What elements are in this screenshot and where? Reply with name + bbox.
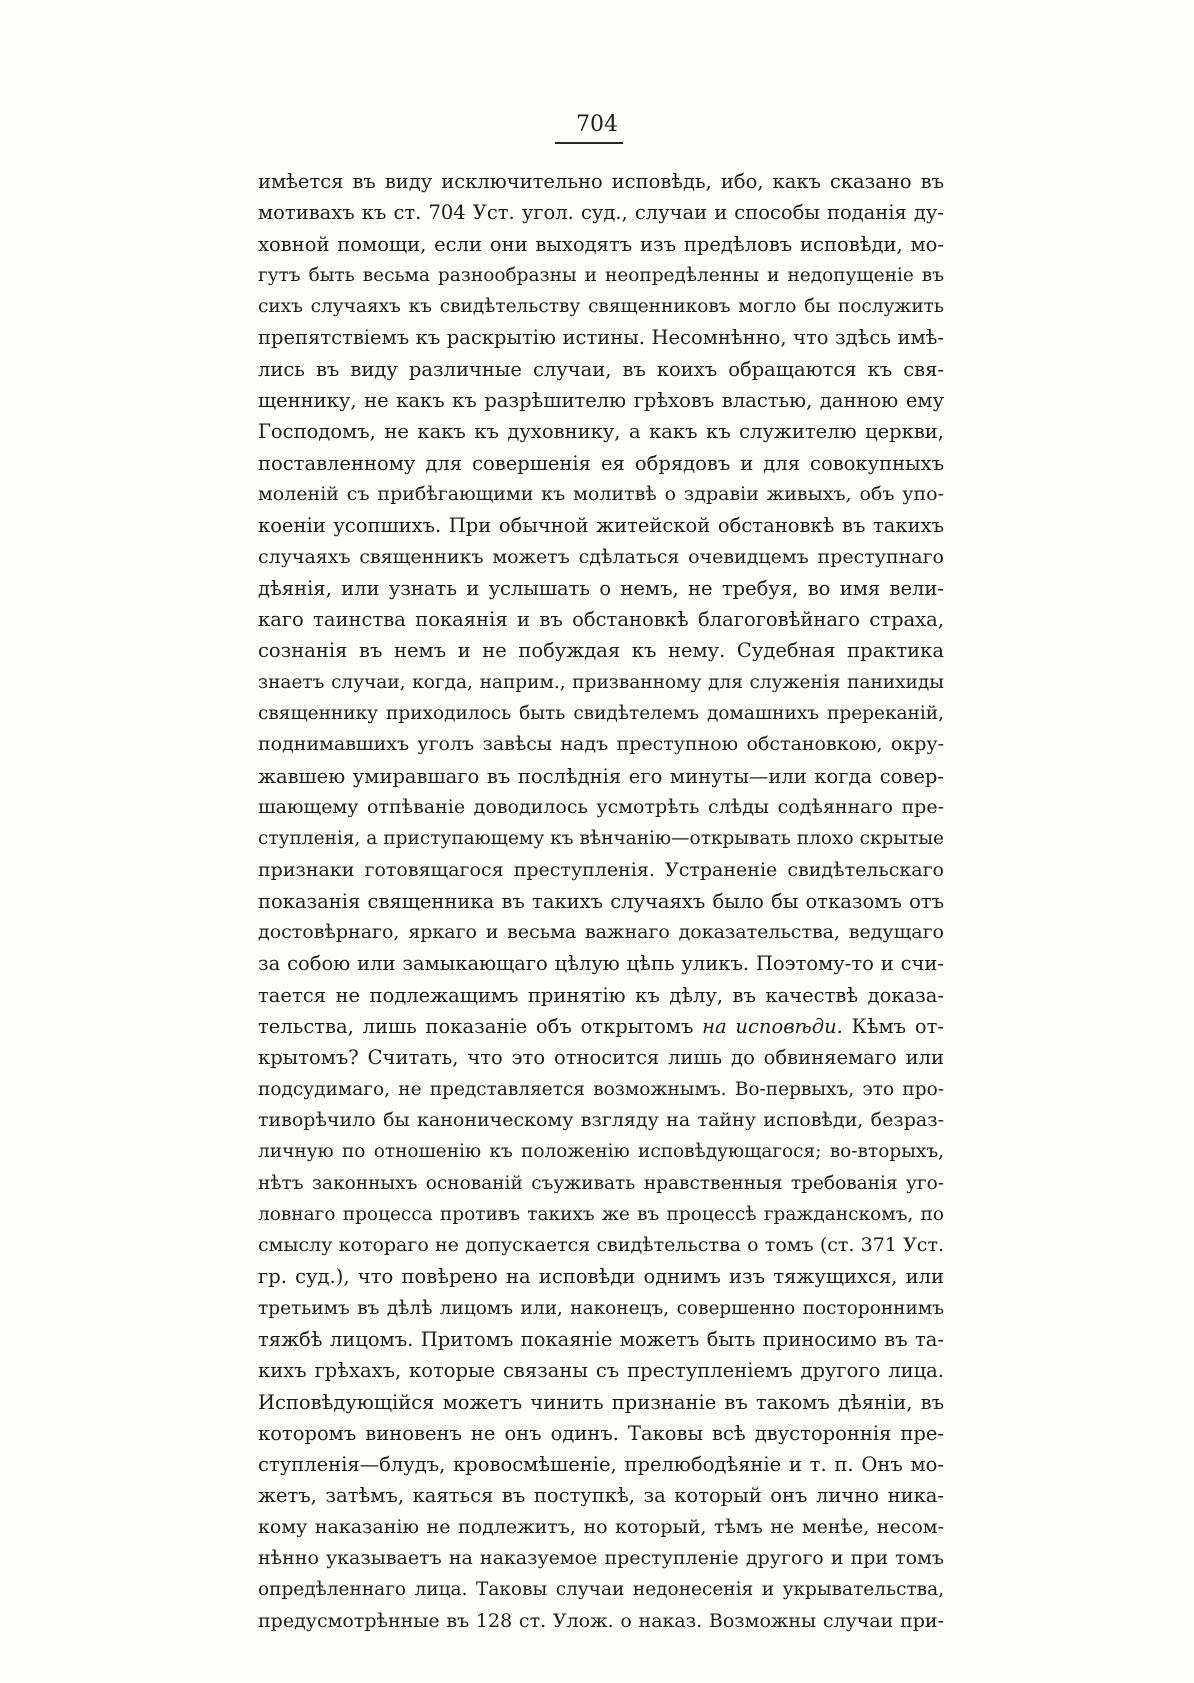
text-line: Исповѣдующійся можетъ чинить признаніе въ такомъ дѣяніи, въ (258, 1390, 944, 1414)
text-line: личную по отношенію къ положенію исповѣдующагося; во-вторыхъ, (258, 1141, 944, 1163)
text-line: предусмотрѣнные въ 128 ст. Улож. о наказ. Возможны случаи при- (258, 1609, 944, 1632)
text-line-segment: тельства, лишь показаніе объ открытомъ (258, 1015, 703, 1039)
text-line-with-italic (258, 1011, 944, 1042)
text-line: священнику приходилось быть свидѣтелемъ домашнихъ пререканій, (258, 703, 944, 725)
text-line: ховной помощи, если они выходятъ изъ предѣловъ исповѣди, мо- (258, 232, 944, 256)
page-number-rule (555, 142, 623, 144)
text-line: тиворѣчило бы каноническому взгляду на тайну исповѣди, безраз- (258, 1108, 944, 1131)
text-line: случаяхъ священникъ можетъ сдѣлаться очевидцемъ преступнаго (258, 545, 944, 568)
text-line: препятствіемъ къ раскрытію истины. Несомнѣнно, что здѣсь имѣ- (258, 326, 944, 350)
page-number: 704 (576, 112, 618, 137)
text-line: сознанія въ немъ и не побуждая къ нему. Судебная практика (258, 639, 944, 663)
text-line: тается не подлежащимъ принятію къ дѣлу, въ качествѣ доказа- (258, 983, 944, 1007)
italic-phrase: на исповѣди. (702, 1015, 843, 1039)
text-line: кихъ грѣхахъ, которые связаны съ преступленіемъ другого лица. (258, 1359, 944, 1383)
text-line: жетъ, затѣмъ, каяться въ поступкѣ, за который онъ лично ника- (258, 1484, 944, 1508)
text-line: дѣянія, или узнать и услышать о немъ, не требуя, во имя вели- (258, 576, 944, 600)
text-line: подсудимаго, не представляется возможнымъ. Во-первыхъ, это про- (258, 1078, 944, 1100)
text-line: гр. суд.), что повѣрено на исповѣди однимъ изъ тяжущихся, или (258, 1265, 944, 1289)
text-line: смыслу котораго не допускается свидѣтельства о томъ (ст. 371 Уст. (258, 1234, 944, 1257)
text-line: ступленія, а приступающему къ вѣнчанію—открывать плохо скрытые (258, 828, 944, 850)
text-line: щеннику, не какъ къ разрѣшителю грѣховъ властью, данною ему (258, 389, 944, 413)
text-line: нѣтъ законныхъ основаній съуживать нравственныя требованія уго- (258, 1172, 944, 1194)
text-line: нѣнно указываетъ на наказуемое преступленіе другого и при томъ (258, 1547, 944, 1570)
text-line: крытомъ? Считать, что это относится лишь до обвиняемаго или (258, 1046, 944, 1070)
text-line: гутъ быть весьма разнообразны и неопредѣленны и недопущеніе въ (258, 264, 944, 286)
text-line: достовѣрнаго, яркаго и весьма важнаго доказательства, ведущаго (258, 921, 944, 944)
text-line: Господомъ, не какъ къ духовнику, а какъ къ служителю церкви, (258, 420, 944, 444)
text-line: моленій съ прибѣгающими къ молитвѣ о здравіи живыхъ, объ упо- (258, 482, 944, 505)
text-line: поднимавшихъ уголъ завѣсы надъ преступною обстановкою, окру- (258, 733, 944, 756)
text-line: имѣется въ виду исключительно исповѣдь, ибо, какъ сказано въ (258, 170, 944, 193)
text-line: за собою или замыкающаго цѣлую цѣпь уликъ. Поэтому-то и счи- (258, 952, 944, 976)
text-line: ловнаго процесса противъ такихъ же въ процессѣ гражданскомъ, по (258, 1203, 944, 1225)
text-line: лись въ виду различные случаи, въ коихъ обращаются къ свя- (258, 357, 944, 381)
text-line: шающему отпѣваніе доводилось усмотрѣть слѣды содѣяннаго пре- (258, 795, 944, 818)
text-line: тяжбѣ лицомъ. Притомъ покаяніе можетъ быть приносимо въ та- (258, 1327, 944, 1351)
text-line: показанія священника въ такихъ случаяхъ было бы отказомъ отъ (258, 889, 944, 913)
text-line: знаетъ случаи, когда, наприм., призванному для служенія панихиды (258, 671, 944, 693)
text-line: поставленному для совершенія ея обрядовъ и для совокупныхъ (258, 451, 944, 475)
body-text (258, 166, 944, 1637)
text-line: жавшею умиравшаго въ послѣднія его минуты—или когда совер- (258, 764, 944, 788)
text-line: опредѣленнаго лица. Таковы случаи недонесенія и укрывательства, (258, 1579, 944, 1601)
text-line: сихъ случаяхъ къ свидѣтельству священниковъ могло бы послужить (258, 296, 944, 318)
text-line: признаки готовящагося преступленія. Устраненіе свидѣтельскаго (258, 858, 944, 881)
text-line: ступленія—блудъ, кровосмѣшеніе, прелюбодѣяніе и т. п. Онъ мо- (258, 1453, 944, 1477)
text-line: каго таинства покаянія и въ обстановкѣ благоговѣйнаго страха, (258, 608, 944, 632)
text-line-segment: Кѣмъ от- (842, 1015, 944, 1039)
text-line: коеніи усопшихъ. При обычной житейской обстановкѣ въ такихъ (258, 514, 944, 538)
text-line: третьимъ въ дѣлѣ лицомъ или, наконецъ, совершенно постороннимъ (258, 1297, 944, 1319)
text-line: которомъ виновенъ не онъ одинъ. Таковы всѣ двустороннія пре- (258, 1421, 944, 1445)
text-line: кому наказанію не подлежитъ, но который, тѣмъ не менѣе, несом- (258, 1515, 944, 1538)
text-line: мотивахъ къ ст. 704 Уст. угол. суд., случаи и способы поданія ду- (258, 201, 944, 225)
